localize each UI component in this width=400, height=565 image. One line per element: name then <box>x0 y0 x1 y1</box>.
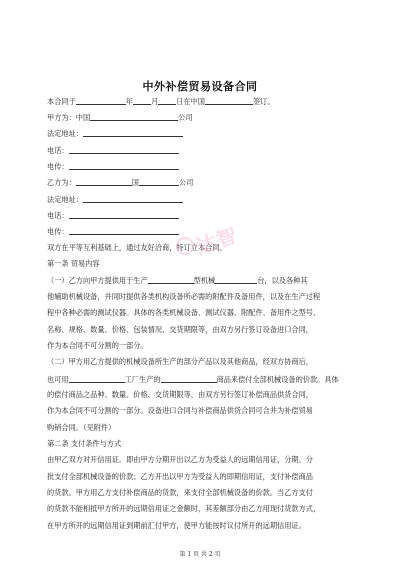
article1-p2-line5: 购销合同。（见附件） <box>47 423 116 432</box>
intro-text-a: 本合同于 <box>47 97 76 106</box>
party-b-line <box>47 177 193 188</box>
article2-line1: 由甲乙双方对开信用证。即由甲方分期开出以乙方为受益人的远期信用证，分期、分 <box>47 455 313 464</box>
article2-line5: 在甲方所开的远期信用证到期前汇付甲方，使甲方能按时议付所开的远期信用证。 <box>47 521 306 530</box>
blank-country <box>76 177 132 186</box>
text-segment: 台，以及各种其 <box>257 276 308 285</box>
party-a-label: 甲方为：中国 <box>47 113 91 122</box>
article1-p2-line2 <box>47 374 339 385</box>
article2-line3: 的货款。甲方用乙方支付补偿商品的货款，来支付全部机械设备的价款。当乙方支付 <box>47 488 313 497</box>
blank-address <box>83 194 183 203</box>
watermark <box>173 219 241 266</box>
telegraph-label: 电传： <box>47 227 69 236</box>
intro-text-c: 月 <box>150 97 159 106</box>
blank-year <box>76 96 126 105</box>
legal-address-label: 法定地址： <box>47 195 83 204</box>
blank-phone <box>69 145 179 154</box>
blank-phone <box>69 210 179 219</box>
blank-model <box>148 275 194 284</box>
article1-p1-line1 <box>47 275 308 286</box>
phone-label: 电话： <box>47 211 69 220</box>
blank-address <box>83 128 183 137</box>
article1-p2-line3: 的偿付商品之品种、数量、价格、交货期限等，由双方另行签订补偿商品供货合同， <box>47 390 313 399</box>
agreement-line: 双方在平等互利基础上，通过友好洽商，特订立本合同。 <box>47 243 227 252</box>
party-b-suffix: 公司 <box>178 178 194 187</box>
intro-text-d: 日在中国 <box>176 97 205 106</box>
blank-month <box>133 96 151 105</box>
article1-p2-line4: 作为本合同不可分割的一部分。设备进口合同与补偿商品供货合同可合并为补偿贸易 <box>47 406 313 415</box>
legal-address-label: 法定地址： <box>47 129 83 138</box>
party-b-address-line <box>47 194 183 205</box>
blank-place <box>205 96 253 105</box>
party-a-phone-line <box>47 145 179 156</box>
page-footer: 第 1 页 共 2 页 <box>179 551 221 558</box>
blank-factory <box>69 374 125 383</box>
text-segment: 工厂生产的 <box>124 375 161 384</box>
party-b-telegraph-line <box>47 226 179 237</box>
article1-p1-line4: 名称、规格、数量、价格、包装情况、交货期限等，由双方另行签订设备进口合同， <box>47 325 313 334</box>
blank-telegraph <box>69 226 179 235</box>
party-b-label: 乙方为： <box>47 178 76 187</box>
party-b-mid: 国 <box>131 178 139 187</box>
article2-line4: 的货款不能相抵甲方所开的远期信用证之金额时，其差额部分由乙方用现付货款方式， <box>47 504 321 513</box>
text-segment: 也可用 <box>47 375 69 384</box>
telegraph-label: 电传： <box>47 162 69 171</box>
party-a-address-line <box>47 128 183 139</box>
party-a-telegraph-line <box>47 161 179 172</box>
article1-p1-line5: 作为本合同不可分割的一部分。 <box>47 341 148 350</box>
blank-quantity <box>215 275 257 284</box>
intro-text-b: 年 <box>125 97 133 106</box>
party-a-suffix: 公司 <box>178 113 193 122</box>
phone-label: 电话： <box>47 146 69 155</box>
intro-text-e: 签订。 <box>252 97 275 106</box>
text-segment: 商品来偿付全部机械设备的价款。具体 <box>216 375 339 384</box>
article1-heading: 第一条 贸易内容 <box>47 259 100 268</box>
text-segment: 型机械 <box>193 276 216 285</box>
intro-line <box>47 96 275 107</box>
article1-p1-line3: 程中各种必需的测试仪器。具体的各类机械设备、测试仪器、附配件、备用件之型号、 <box>47 308 321 317</box>
blank-party-a <box>90 112 178 121</box>
article2-heading: 第二条 支付条件与方式 <box>47 439 122 448</box>
blank-day <box>158 96 176 105</box>
party-a-line <box>47 112 193 123</box>
article2-line2: 批支付全部机械设备的价款；乙方开出以甲方为受益人的即期信用证，支付补偿商品 <box>47 472 313 481</box>
document-title: 中外补偿贸易设备合同 <box>142 80 258 93</box>
article1-p1-line2: 他辅助机械设备，并同时提供各类机构设备所必需的附配件及备用件，以及在生产过程 <box>47 292 321 301</box>
text-segment: （一）乙方向甲方提供用于生产 <box>47 276 148 285</box>
watermark-logo-icon <box>174 235 197 258</box>
blank-party-b <box>139 177 179 186</box>
blank-goods <box>161 374 217 383</box>
party-b-phone-line <box>47 210 179 221</box>
blank-telegraph <box>69 161 179 170</box>
article1-p2-line1: （二）甲方用乙方提供的机械设备所生产的部分产品以及其他商品，经双方协商后， <box>47 357 313 366</box>
watermark-text: 达智 <box>193 222 241 259</box>
